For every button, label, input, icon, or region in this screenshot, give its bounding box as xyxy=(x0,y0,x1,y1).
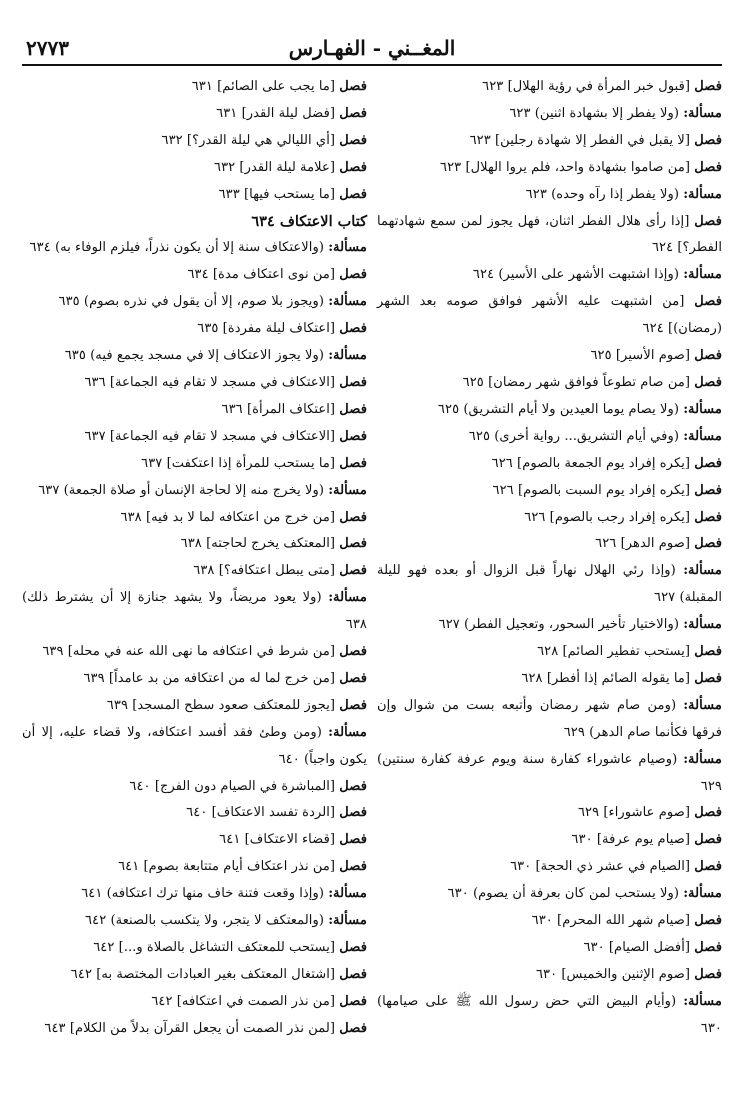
entry-text: [من نذر الصمت في اعتكافه] ٦٤٢ xyxy=(151,993,336,1009)
entry-text: [صيام شهر الله المحرم] ٦٣٠ xyxy=(531,913,691,929)
entry-kind: فصل xyxy=(339,321,367,337)
index-entry xyxy=(22,666,367,693)
index-entry xyxy=(377,397,722,424)
entry-kind: فصل xyxy=(694,213,722,229)
entry-text: [أفضل الصيام] ٦٣٠ xyxy=(583,940,691,955)
entry-text: [الصيام في عشر ذي الحجة] ٦٣٠ xyxy=(510,859,691,875)
entry-kind: فصل xyxy=(339,159,367,175)
index-entry xyxy=(22,908,367,935)
index-entry xyxy=(22,74,367,101)
index-entry xyxy=(22,289,367,316)
entry-kind: فصل xyxy=(694,670,722,686)
entry-text: [قبول خبر المرأة في رؤية الهلال] ٦٢٣ xyxy=(482,79,691,94)
entry-kind: فصل xyxy=(694,832,722,848)
index-entry xyxy=(377,666,722,693)
index-entry xyxy=(22,235,367,262)
index-entry xyxy=(377,209,722,263)
entry-kind: فصل xyxy=(339,697,367,713)
entry-kind: فصل xyxy=(694,940,722,955)
left-column xyxy=(22,74,367,1043)
index-entry xyxy=(22,343,367,370)
index-entry xyxy=(22,531,367,558)
entry-kind: فصل xyxy=(694,132,722,148)
index-entry xyxy=(377,478,722,505)
index-entry xyxy=(377,639,722,666)
entry-kind: مسألة: xyxy=(683,993,722,1009)
entry-text: [من خرج من اعتكافه لما لا بد فيه] ٦٣٨ xyxy=(120,509,336,525)
entry-kind: مسألة: xyxy=(683,105,722,121)
entry-kind: مسألة: xyxy=(683,697,722,713)
entry-text: [صيام يوم عرفة] ٦٣٠ xyxy=(571,832,691,848)
entry-text: [ما يستحب فيها] ٦٣٣ xyxy=(218,186,336,202)
index-entry xyxy=(377,881,722,908)
entry-text: (وأيام البيض التي حض رسول الله ﷺ على صيامها) ٦٣٠ xyxy=(377,993,722,1036)
entry-kind: فصل xyxy=(339,993,367,1009)
index-entry xyxy=(377,908,722,935)
index-entry xyxy=(22,128,367,155)
entry-kind: فصل xyxy=(694,294,722,310)
index-entry xyxy=(377,612,722,639)
index-entry xyxy=(377,155,722,182)
entry-kind: فصل xyxy=(339,670,367,686)
entry-kind: مسألة: xyxy=(683,428,722,444)
index-entry xyxy=(377,370,722,397)
index-entry xyxy=(377,854,722,881)
index-entry xyxy=(22,370,367,397)
index-entry xyxy=(22,182,367,209)
entry-kind: مسألة: xyxy=(683,267,722,283)
entry-kind: مسألة: xyxy=(328,240,367,256)
index-entry xyxy=(377,182,722,209)
index-entry xyxy=(377,128,722,155)
index-entry xyxy=(22,1016,367,1043)
entry-kind: فصل xyxy=(694,859,722,875)
entry-kind: مسألة: xyxy=(328,590,367,606)
entry-text: (ولا يفطر إلا بشهادة اثنين) ٦٢٣ xyxy=(509,105,679,121)
index-entry xyxy=(22,989,367,1016)
index-entry xyxy=(22,800,367,827)
entry-text: [اعتكاف المرأة] ٦٣٦ xyxy=(221,401,336,417)
entry-kind: فصل xyxy=(339,940,367,955)
entry-text: [اشتغال المعتكف بغير العبادات المختصة به] ٦٤٢ xyxy=(70,966,336,982)
entry-text: [المعتكف يخرج لحاجته] ٦٣٨ xyxy=(180,536,336,552)
index-entry xyxy=(377,262,722,289)
entry-text: (ومن وطئ فقد أفسد اعتكافه، ولا قضاء عليه، إلا أن يكون واجباً) ٦٤٠ xyxy=(22,724,367,767)
entry-text: [اعتكاف ليلة مفردة] ٦٣٥ xyxy=(197,321,336,337)
index-columns xyxy=(22,74,722,1043)
entry-text: [صوم الدهر] ٦٢٦ xyxy=(595,536,691,552)
entry-text: [صوم عاشوراء] ٦٢٩ xyxy=(577,805,691,821)
entry-kind: فصل xyxy=(339,401,367,417)
index-entry xyxy=(22,478,367,505)
entry-text: [يستحب للمعتكف التشاغل بالصلاة و...] ٦٤٢ xyxy=(93,940,336,955)
entry-kind: مسألة: xyxy=(328,886,367,902)
entry-text: (وصيام عاشوراء كفارة سنة ويوم عرفة كفارة سنتين) ٦٢٩ xyxy=(377,751,722,794)
index-entry xyxy=(377,424,722,451)
entry-kind: فصل xyxy=(339,536,367,552)
index-entry xyxy=(22,316,367,343)
entry-text: [ما يستحب للمرأة إذا اعتكفت] ٦٣٧ xyxy=(141,455,336,471)
index-entry xyxy=(377,531,722,558)
entry-kind: فصل xyxy=(339,509,367,525)
index-entry xyxy=(22,693,367,720)
entry-kind: فصل xyxy=(339,105,367,121)
entry-kind: فصل xyxy=(694,536,722,552)
entry-text: [المباشرة في الصيام دون الفرج] ٦٤٠ xyxy=(129,778,336,794)
entry-text: [يكره إفراد يوم الجمعة بالصوم] ٦٢٦ xyxy=(491,455,691,471)
entry-text: (وفي أيام التشريق... رواية أخرى) ٦٢٥ xyxy=(468,428,679,444)
entry-text: [يجوز للمعتكف صعود سطح المسجد] ٦٣٩ xyxy=(106,697,336,713)
entry-kind: مسألة: xyxy=(683,563,722,579)
index-entry xyxy=(22,262,367,289)
entry-text: [من صام تطوعاً فوافق شهر رمضان] ٦٢٥ xyxy=(462,374,691,390)
entry-kind: مسألة: xyxy=(683,751,722,767)
index-entry xyxy=(377,827,722,854)
entry-text: (وإذا اشتبهت الأشهر على الأسير) ٦٢٤ xyxy=(472,267,679,283)
right-column xyxy=(377,74,722,1043)
entry-kind: فصل xyxy=(694,966,722,982)
page-number: ٢٧٧٣ xyxy=(26,36,69,60)
entry-kind: فصل xyxy=(694,644,722,660)
entry-kind: فصل xyxy=(339,132,367,148)
index-entry xyxy=(377,101,722,128)
entry-text: [الاعتكاف في مسجد لا تقام فيه الجماعة] ٦٣٧ xyxy=(84,428,336,444)
index-entry xyxy=(22,101,367,128)
index-entry xyxy=(22,451,367,478)
entry-text: [ما يقوله الصائم إذا أفطر] ٦٢٨ xyxy=(521,670,691,686)
entry-kind: مسألة: xyxy=(328,482,367,498)
entry-text: (والمعتكف لا يتجر، ولا يتكسب بالصنعة) ٦٤٢ xyxy=(85,913,324,929)
entry-text: [صوم الإثنين والخميس] ٦٣٠ xyxy=(535,966,691,982)
entry-text: [يكره إفراد يوم السبت بالصوم] ٦٢٦ xyxy=(492,482,691,498)
entry-kind: مسألة: xyxy=(683,401,722,417)
entry-text: (ولا يجوز الاعتكاف إلا في مسجد يجمع فيه) ٦٣٥ xyxy=(64,348,324,364)
entry-kind: فصل xyxy=(694,348,722,364)
entry-text: [لمن نذر الصمت أن يجعل القرآن بدلاً من الكلام] ٦٤٣ xyxy=(44,1020,336,1036)
entry-kind: فصل xyxy=(339,455,367,471)
index-entry xyxy=(377,962,722,989)
entry-text: (وإذا رئي الهلال نهاراً قبل الزوال أو بعده فهو لليلة المقبلة) ٦٢٧ xyxy=(377,563,722,606)
entry-kind: فصل xyxy=(339,778,367,794)
index-entry xyxy=(377,989,722,1043)
entry-kind: فصل xyxy=(339,1020,367,1036)
index-entry xyxy=(22,854,367,881)
entry-text: [من نذر اعتكاف أيام متتابعة بصوم] ٦٤١ xyxy=(118,859,336,875)
entry-kind: مسألة: xyxy=(328,913,367,929)
entry-text: (والاعتكاف سنة إلا أن يكون نذراً، فيلزم الوفاء به) ٦٣٤ xyxy=(29,240,324,256)
index-entry xyxy=(377,74,722,101)
index-entry xyxy=(377,747,722,801)
entry-text: [متى يبطل اعتكافه؟] ٦٣٨ xyxy=(193,563,336,579)
entry-kind: مسألة: xyxy=(683,186,722,202)
entry-kind: فصل xyxy=(339,267,367,283)
entry-text: [الاعتكاف في مسجد لا تقام فيه الجماعة] ٦٣٦ xyxy=(84,374,336,390)
entry-text: [الردة تفسد الاعتكاف] ٦٤٠ xyxy=(186,805,336,821)
index-entry xyxy=(377,935,722,962)
entry-kind: فصل xyxy=(339,859,367,875)
index-entry xyxy=(22,397,367,424)
entry-text: (ولا يصام يوما العيدين ولا أيام التشريق) ٦٢٥ xyxy=(437,401,679,417)
entry-text: [من شرط في اعتكافه ما نهى الله عنه في محله] ٦٣٩ xyxy=(42,644,336,660)
index-entry xyxy=(377,558,722,612)
entry-text: [صوم الأسير] ٦٢٥ xyxy=(590,348,691,364)
entry-kind: مسألة: xyxy=(328,724,367,740)
entry-kind: فصل xyxy=(694,509,722,525)
index-entry xyxy=(22,424,367,451)
entry-kind: فصل xyxy=(694,79,722,94)
index-entry xyxy=(377,289,722,343)
section-heading: كتاب الاعتكاف ٦٣٤ xyxy=(251,212,367,230)
entry-kind: فصل xyxy=(339,186,367,202)
index-entry xyxy=(377,800,722,827)
index-entry xyxy=(22,639,367,666)
entry-text: [إذا رأى هلال الفطر اثنان، فهل يجوز لمن سمع شهادتهما الفطر؟] ٦٢٤ xyxy=(377,213,722,256)
entry-kind: فصل xyxy=(694,455,722,471)
running-title: المغــني - الفهـارس xyxy=(288,36,456,60)
entry-kind: فصل xyxy=(339,374,367,390)
entry-text: [ما يجب على الصائم] ٦٣١ xyxy=(191,79,336,94)
entry-kind: فصل xyxy=(694,159,722,175)
page-header xyxy=(22,30,722,66)
index-entry xyxy=(22,585,367,639)
entry-text: (وإذا وقعت فتنة خاف منها ترك اعتكافه) ٦٤١ xyxy=(81,886,324,902)
entry-kind: فصل xyxy=(694,374,722,390)
entry-text: [من نوى اعتكاف مدة] ٦٣٤ xyxy=(187,267,336,283)
entry-text: (ولا يفطر إذا رآه وحده) ٦٢٣ xyxy=(525,186,679,202)
index-entry xyxy=(22,505,367,532)
index-entry xyxy=(22,774,367,801)
entry-kind: فصل xyxy=(339,832,367,848)
entry-text: [أي الليالي هي ليلة القدر؟] ٦٣٢ xyxy=(161,132,336,148)
entry-kind: مسألة: xyxy=(328,348,367,364)
entry-kind: مسألة: xyxy=(683,886,722,902)
entry-text: [من صاموا بشهادة واحد، فلم يروا الهلال] ٦٢٣ xyxy=(440,159,691,175)
index-entry xyxy=(22,881,367,908)
entry-text: [يستحب تفطير الصائم] ٦٢٨ xyxy=(537,644,691,660)
index-entry xyxy=(22,827,367,854)
entry-kind: فصل xyxy=(339,428,367,444)
entry-text: [لا يقبل في الفطر إلا شهادة رجلين] ٦٢٣ xyxy=(469,132,691,148)
entry-kind: فصل xyxy=(339,79,367,94)
index-entry xyxy=(22,962,367,989)
entry-text: [فضل ليلة القدر] ٦٣١ xyxy=(216,105,336,121)
entry-text: (ومن صام شهر رمضان وأتبعه بست من شوال وإن فرقها فكأنما صام الدهر) ٦٢٩ xyxy=(377,697,722,740)
entry-kind: فصل xyxy=(339,563,367,579)
entry-text: [علامة ليلة القدر] ٦٣٢ xyxy=(213,159,336,175)
index-entry xyxy=(377,343,722,370)
entry-kind: فصل xyxy=(694,482,722,498)
index-entry xyxy=(22,720,367,774)
entry-kind: فصل xyxy=(339,805,367,821)
index-entry xyxy=(22,155,367,182)
entry-kind: فصل xyxy=(339,644,367,660)
entry-kind: فصل xyxy=(339,966,367,982)
entry-text: [من اشتبهت عليه الأشهر فوافق صومه بعد الشهر (رمضان)] ٦٢٤ xyxy=(377,294,722,337)
entry-text: (ولا يعود مريضاً، ولا يشهد جنازة إلا أن يشترط ذلك) ٦٣٨ xyxy=(22,590,367,633)
entry-kind: مسألة: xyxy=(328,294,367,310)
entry-text: (ويجوز بلا صوم، إلا أن يقول في نذره بصوم) ٦٣٥ xyxy=(58,294,324,310)
index-entry xyxy=(377,693,722,747)
entry-text: [من خرج لما له من اعتكافه من بد عامداً] ٦٣٩ xyxy=(83,670,336,686)
entry-kind: مسألة: xyxy=(683,617,722,633)
index-entry xyxy=(22,935,367,962)
index-entry xyxy=(22,558,367,585)
entry-text: (والاختيار تأخير السحور، وتعجيل الفطر) ٦٢٧ xyxy=(438,617,679,633)
entry-text: (ولا يستحب لمن كان بعرفة أن يصوم) ٦٣٠ xyxy=(447,886,679,902)
entry-kind: فصل xyxy=(694,913,722,929)
entry-text: [يكره إفراد رجب بالصوم] ٦٢٦ xyxy=(524,509,691,525)
entry-text: (ولا يخرج منه إلا لحاجة الإنسان أو صلاة الجمعة) ٦٣٧ xyxy=(38,482,324,498)
index-entry xyxy=(377,505,722,532)
entry-kind: فصل xyxy=(694,805,722,821)
entry-text: [قضاء الاعتكاف] ٦٤١ xyxy=(219,832,336,848)
index-entry xyxy=(377,451,722,478)
